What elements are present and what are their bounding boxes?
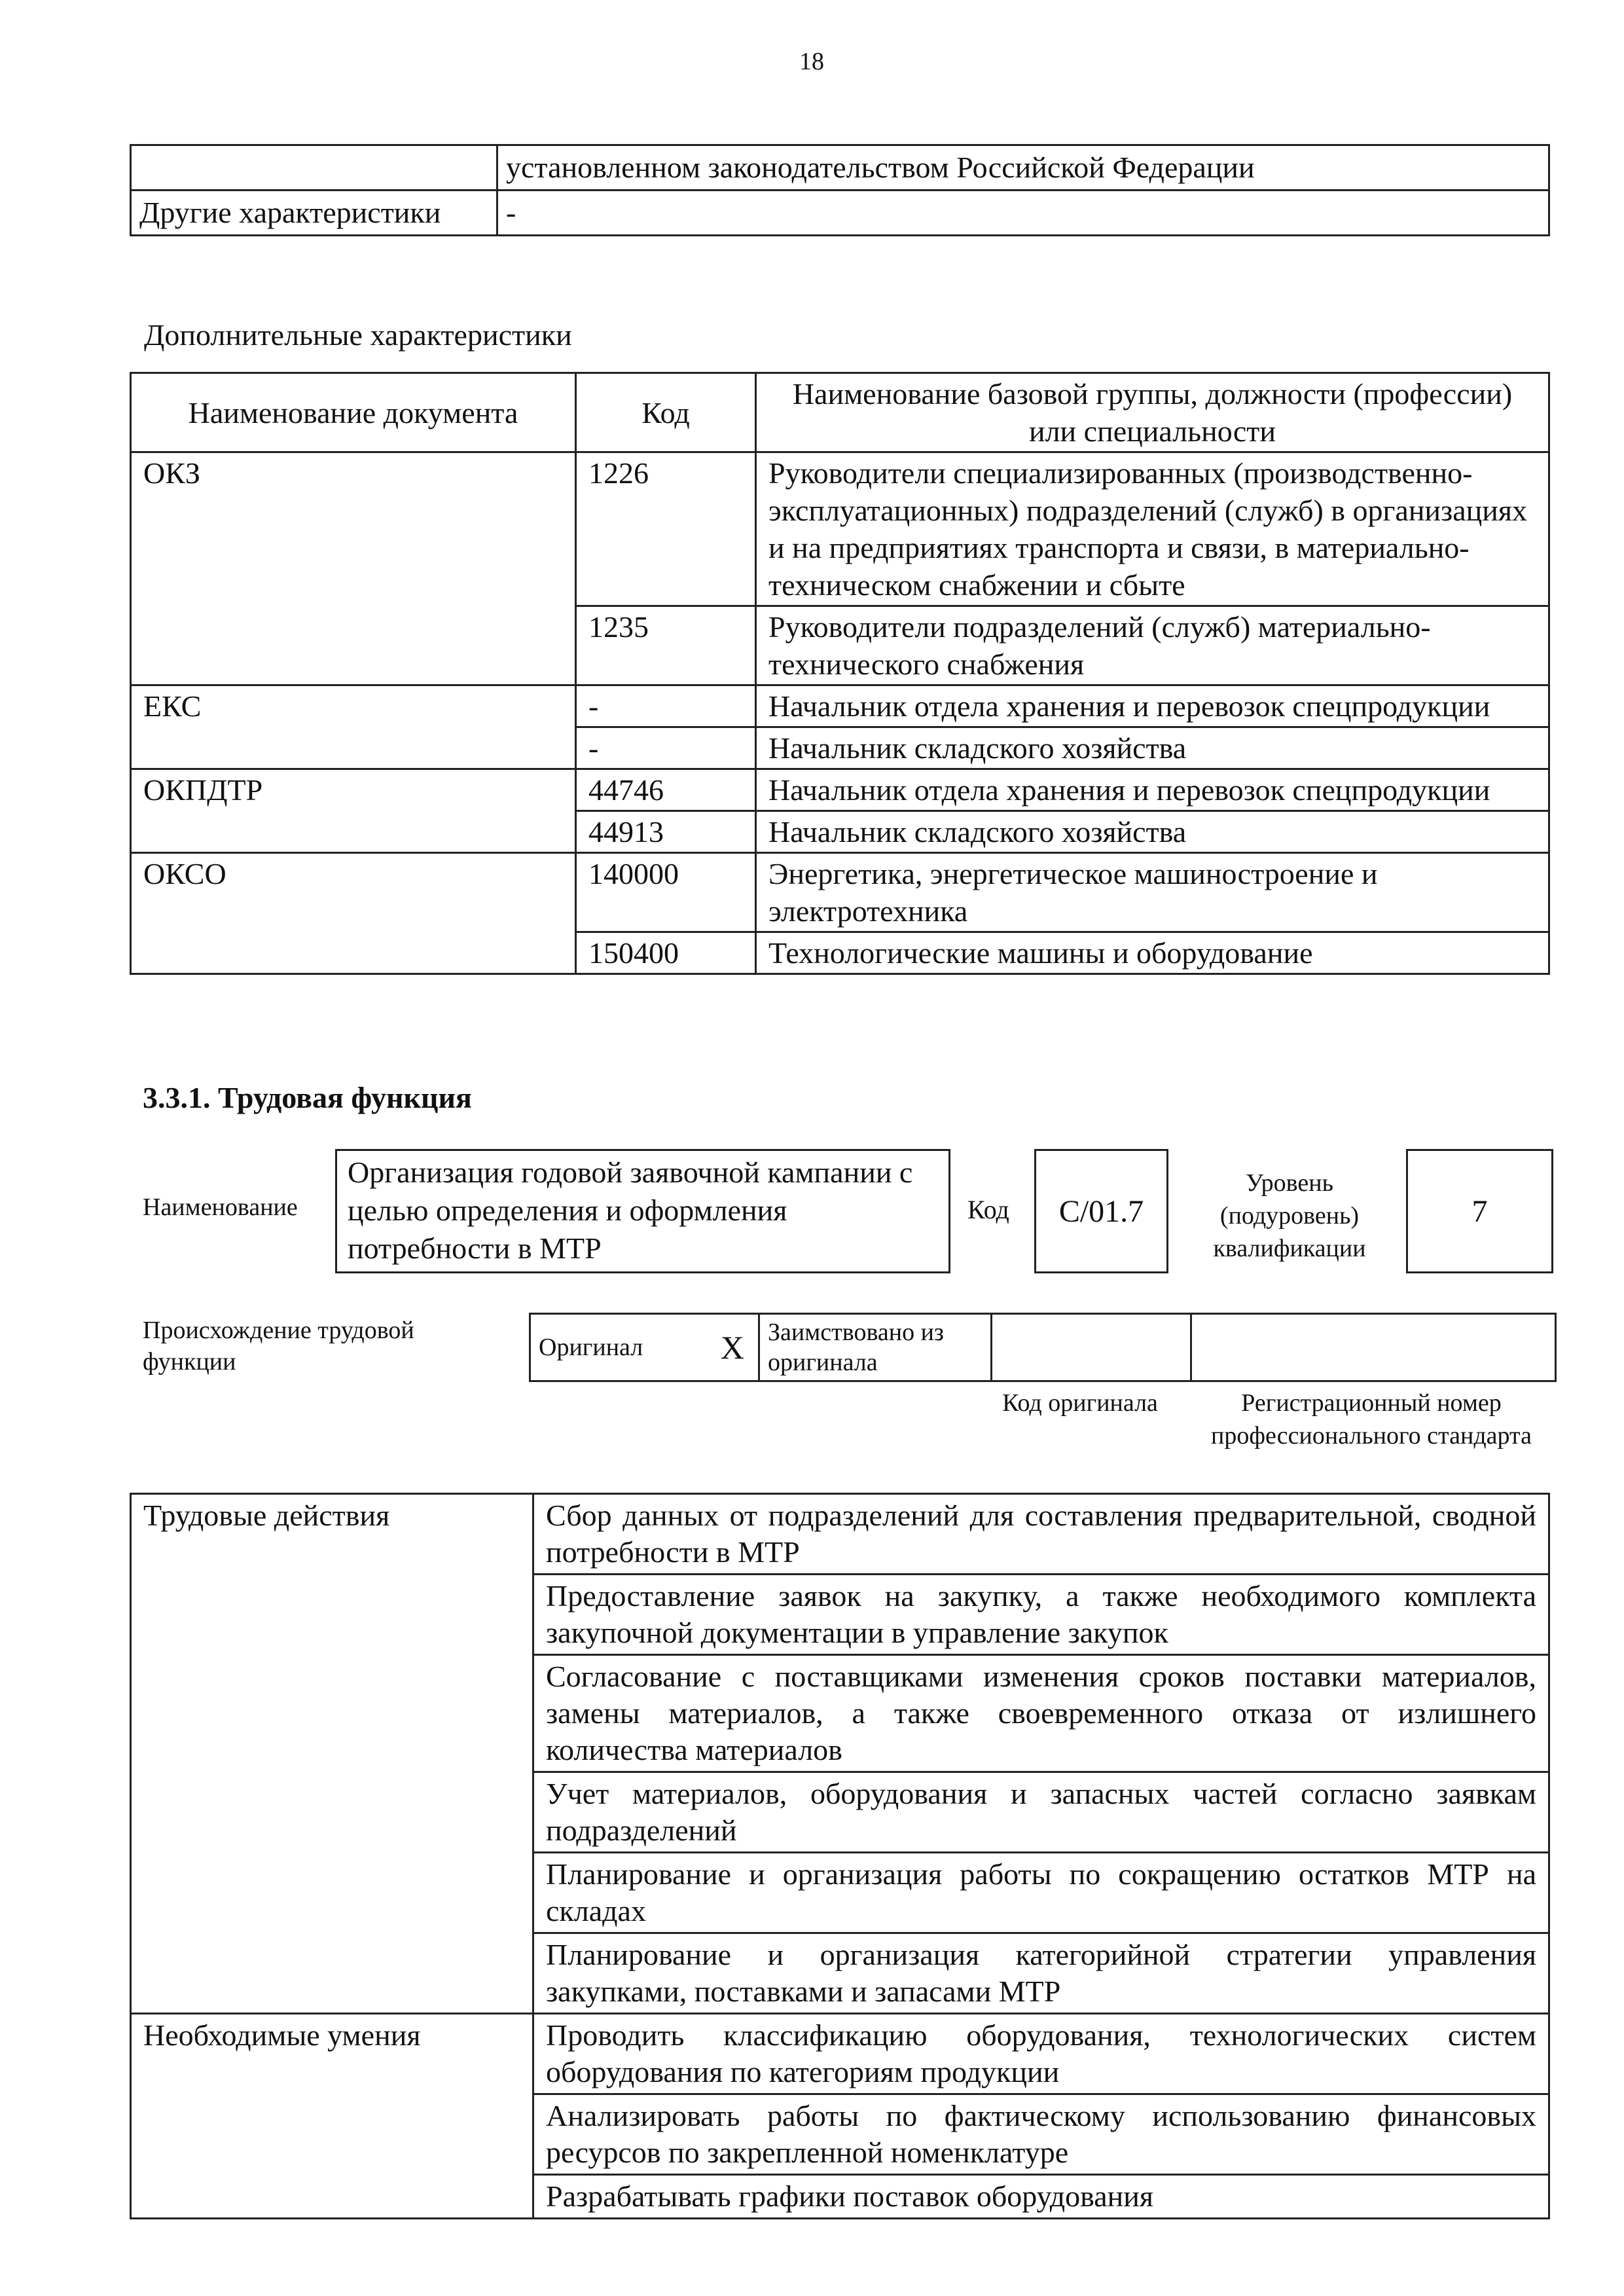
skill-item: Анализировать работы по фактическому использованию финансовых ресурсов по закрепленной номенклатуре bbox=[533, 2094, 1549, 2175]
table-cell-label bbox=[131, 145, 497, 191]
other-characteristics-table bbox=[130, 144, 1550, 236]
table-row bbox=[131, 853, 1549, 932]
table-row bbox=[131, 769, 1549, 811]
document-cell: ОКСО bbox=[131, 853, 576, 974]
original-code-cell bbox=[992, 1314, 1191, 1381]
name-cell: Начальник отдела хранения и перевозок спецпродукции bbox=[756, 685, 1549, 727]
skill-item: Разрабатывать графики поставок оборудования bbox=[533, 2175, 1549, 2219]
code-cell: 1235 bbox=[576, 606, 756, 685]
name-label: Наименование bbox=[143, 1194, 298, 1221]
header-code: Код bbox=[576, 373, 756, 452]
registration-number-caption: Регистрационный номер профессионального стандарта bbox=[1211, 1389, 1532, 1449]
action-item: Согласование с поставщиками изменения сроков поставки материалов, замены материалов, а также своевременного отказа от излишнего количества материалов bbox=[533, 1655, 1549, 1772]
name-cell: Руководители специализированных (производственно-эксплуатационных) подразделений (служб) в организациях и на предприятиях транспорта и связи, в материально-техническом снабжении и сбыте bbox=[756, 452, 1549, 606]
section-label: Трудовые действия bbox=[131, 1494, 533, 2014]
skill-item: Проводить классификацию оборудования, технологических систем оборудования по категориям продукции bbox=[533, 2014, 1549, 2094]
table-row bbox=[131, 685, 1549, 727]
action-item: Учет материалов, оборудования и запасных частей согласно заявкам подразделений bbox=[533, 1772, 1549, 1853]
qualification-level-label: Уровень (подуровень) квалификации bbox=[1213, 1169, 1366, 1262]
registration-number-cell bbox=[1191, 1314, 1556, 1381]
original-mark: X bbox=[707, 1314, 759, 1381]
origin-label: Происхождение трудовой функции bbox=[143, 1317, 414, 1376]
header-document: Наименование документа bbox=[131, 373, 576, 452]
code-cell: 140000 bbox=[576, 853, 756, 932]
table-row bbox=[131, 191, 1549, 236]
table-row bbox=[530, 1314, 1556, 1381]
document-cell: ОКПДТР bbox=[131, 769, 576, 853]
document-cell: ОКЗ bbox=[131, 452, 576, 685]
name-cell: Начальник складского хозяйства bbox=[756, 727, 1549, 769]
labor-actions-table bbox=[130, 1493, 1550, 2219]
labor-function-heading: 3.3.1. Трудовая функция bbox=[143, 1081, 472, 1114]
qualification-level-box: 7 bbox=[1406, 1149, 1553, 1273]
code-label: Код bbox=[967, 1195, 1009, 1224]
name-cell: Руководители подразделений (служб) материально-технического снабжения bbox=[756, 606, 1549, 685]
origin-table bbox=[529, 1313, 1557, 1382]
document-cell: ЕКС bbox=[131, 685, 576, 769]
table-row bbox=[131, 2014, 1549, 2094]
table-cell-value: - bbox=[497, 191, 1549, 236]
code-cell: - bbox=[576, 685, 756, 727]
table-row bbox=[131, 452, 1549, 606]
original-code-caption: Код оригинала bbox=[1002, 1389, 1158, 1417]
function-code-box: C/01.7 bbox=[1034, 1149, 1168, 1273]
name-cell: Технологические машины и оборудование bbox=[756, 932, 1549, 974]
table-cell-value: установленном законодательством Российской Федерации bbox=[497, 145, 1549, 191]
action-item: Предоставление заявок на закупку, а также необходимого комплекта закупочной документации в управление закупок bbox=[533, 1575, 1549, 1655]
table-row bbox=[131, 1494, 1549, 1575]
function-name-box: Организация годовой заявочной кампании с целью определения и оформления потребности в МТР bbox=[335, 1149, 950, 1273]
table-cell-label: Другие характеристики bbox=[131, 191, 497, 236]
code-cell: 150400 bbox=[576, 932, 756, 974]
name-cell: Энергетика, энергетическое машиностроение и электротехника bbox=[756, 853, 1549, 932]
action-item: Сбор данных от подразделений для составления предварительной, сводной потребности в МТР bbox=[533, 1494, 1549, 1575]
name-cell: Начальник отдела хранения и перевозок спецпродукции bbox=[756, 769, 1549, 811]
additional-characteristics-caption: Дополнительные характеристики bbox=[144, 318, 572, 352]
page-number: 18 bbox=[799, 48, 824, 75]
original-label: Оригинал bbox=[530, 1314, 707, 1381]
code-cell: - bbox=[576, 727, 756, 769]
additional-characteristics-table bbox=[130, 372, 1550, 975]
code-cell: 44746 bbox=[576, 769, 756, 811]
borrowed-label: Заимствовано из оригинала bbox=[759, 1314, 992, 1381]
table-row bbox=[131, 145, 1549, 191]
code-cell: 44913 bbox=[576, 811, 756, 853]
name-cell: Начальник складского хозяйства bbox=[756, 811, 1549, 853]
action-item: Планирование и организация категорийной стратегии управления закупками, поставками и запасами МТР bbox=[533, 1933, 1549, 2014]
section-label: Необходимые умения bbox=[131, 2014, 533, 2219]
table-header-row bbox=[131, 373, 1549, 452]
header-name: Наименование базовой группы, должности (профессии) или специальности bbox=[756, 373, 1549, 452]
action-item: Планирование и организация работы по сокращению остатков МТР на складах bbox=[533, 1853, 1549, 1933]
code-cell: 1226 bbox=[576, 452, 756, 606]
